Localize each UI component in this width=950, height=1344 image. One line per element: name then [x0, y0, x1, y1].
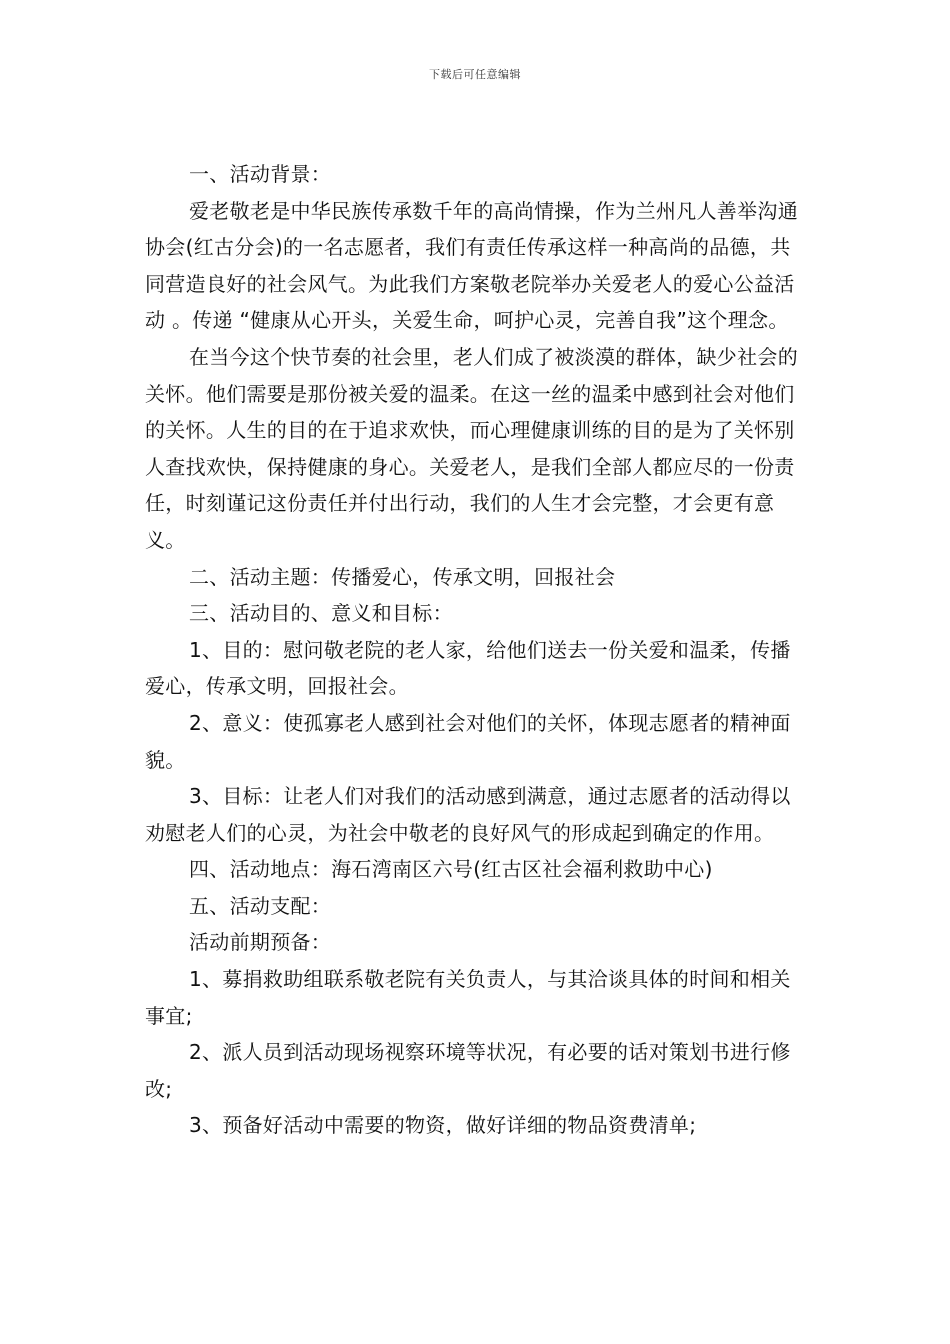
list-item-goal: 3、目标：让老人们对我们的活动感到满意，通过志愿者的活动得以劝慰老人们的心灵，为社会中敬老的良好风气的形成起到确定的作用。: [145, 784, 791, 845]
list-item-preparation-3: 3、预备好活动中需要的物资，做好详细的物品资费清单;: [189, 1113, 697, 1138]
section-heading-theme: 二、活动主题：传播爱心，传承文明，回报社会: [189, 564, 616, 589]
page-header: 下载后可任意编辑: [429, 68, 521, 81]
list-item-meaning: 2、意义：使孤寡老人感到社会对他们的关怀，体现志愿者的精神面貌。: [145, 710, 791, 772]
paragraph-background-1: 爱老敬老是中华民族传承数千年的高尚情操，作为兰州凡人善举沟通协会(红古分会)的一名志愿者，我们有责任传承这样一种高尚的品德，共同营造良好的社会风气。为此我们方案敬老院举办关爱老人的爱心公益活动 。传递 “健康从心开头，关爱生命，呵护心灵，完善自我”这个理念。: [145, 198, 798, 333]
section-heading-purpose: 三、活动目的、意义和目标：: [189, 601, 453, 626]
section-heading-location: 四、活动地点：海石湾南区六号(红古区社会福利救助中心): [189, 857, 713, 882]
section-heading-background: 一、活动背景：: [189, 162, 332, 186]
list-item-preparation-2: 2、派人员到活动现场视察环境等状况，有必要的话对策划书进行修改;: [145, 1040, 791, 1101]
paragraph-background-2: 在当今这个快节奏的社会里，老人们成了被淡漠的群体，缺少社会的关怀。他们需要是那份被关爱的温柔。在这一丝的温柔中感到社会对他们的关怀。人生的目的在于追求欢快，而心理健康训练的目的是为了关怀别人查找欢快，保持健康的身心。关爱老人，是我们全部人都应尽的一份责任，时刻谨记这份责任并付出行动，我们的人生才会完整，才会更有意义。: [145, 344, 798, 552]
document-body: [145, 156, 810, 1144]
section-heading-arrangement: 五、活动支配：: [189, 893, 332, 918]
subheading-preparation: 活动前期预备：: [189, 930, 332, 955]
list-item-preparation-1: 1、募捐救助组联系敬老院有关负责人，与其洽谈具体的时间和相关事宜;: [145, 967, 791, 1028]
list-item-purpose: 1、目的：慰问敬老院的老人家，给他们送去一份关爱和温柔，传播爱心，传承文明，回报社会。: [145, 637, 791, 699]
